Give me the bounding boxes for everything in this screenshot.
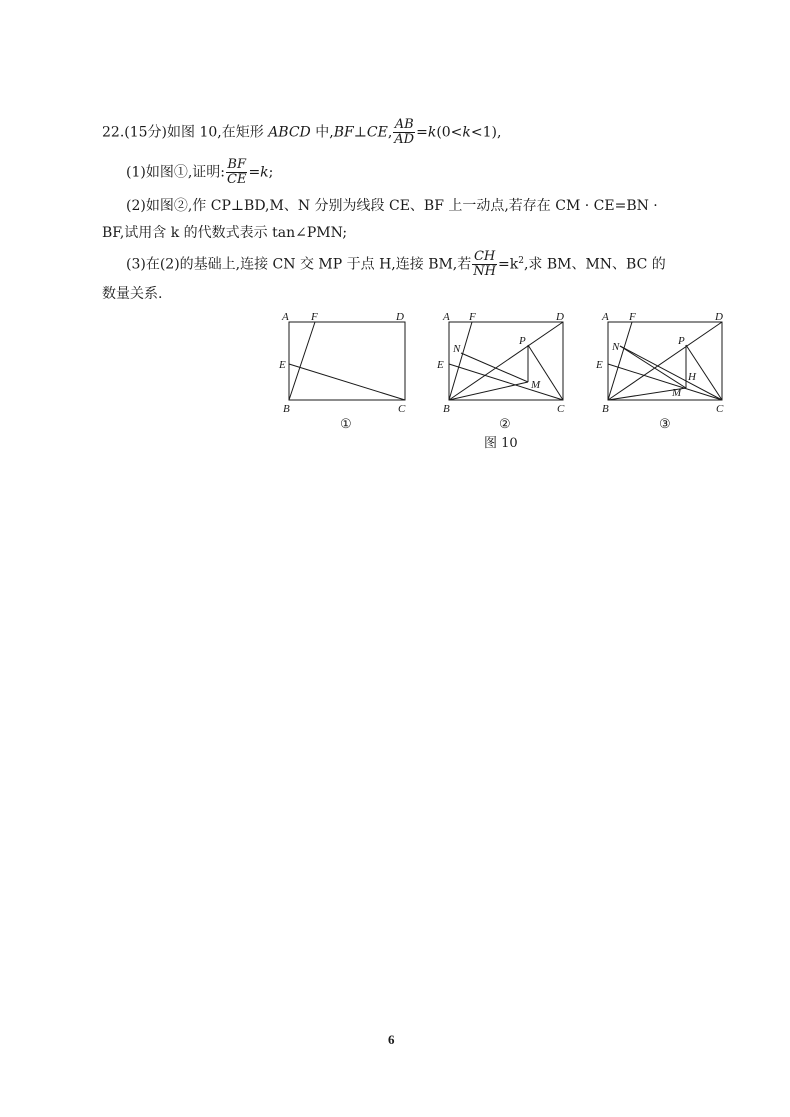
part-3-text: ,求 BM、MN、BC 的 [523,256,666,273]
label-e: E [596,359,603,371]
label-a: A [282,311,289,323]
part-1 [126,158,273,187]
label-d: D [715,311,723,323]
var-k: k [462,124,471,141]
rect-name: ABCD [268,124,311,141]
exponent: 2 [518,255,524,266]
label-a: A [443,311,450,323]
label-p: P [678,335,685,347]
part-1-text: ; [268,164,274,181]
ratio-bf-ce [226,158,247,187]
frac-numerator: BF [227,157,246,172]
sub-caption-1: ① [340,416,352,431]
figure-caption: 图 10 [484,436,518,451]
segment-bf: BF [333,124,354,141]
label-e: E [279,359,286,371]
ratio-ab-ad [393,118,415,147]
var-k: k [260,164,269,181]
intro-text: 如图 10,在矩形 [167,124,269,141]
label-m: M [531,379,541,391]
label-c: C [716,403,724,415]
label-b: B [602,403,609,415]
label-e: E [437,359,444,371]
part-2-line-1: (2)如图②,作 CP⊥BD,M、N 分别为线段 CE、BF 上一动点,若存在 CM · CE=BN · [126,198,658,214]
ratio-ch-nh [472,250,497,279]
label-h: H [688,371,696,383]
part-3-line-2: 数量关系. [102,286,163,302]
segment-ce: CE [366,124,388,141]
figure-10 [0,300,790,460]
figure-1-lines [289,322,405,400]
equals: = [416,124,428,141]
figure-2-lines [449,322,563,400]
label-a: A [602,311,609,323]
frac-numerator: AB [394,117,414,132]
sub-caption-2: ② [499,416,511,431]
label-f: F [311,311,318,323]
perp-symbol: ⊥ [353,124,367,141]
part-3-text: (3)在(2)的基础上,连接 CN 交 MP 于点 H,连接 BM,若 [126,256,472,273]
label-f: F [469,311,476,323]
part-2-line-2: BF,试用含 k 的代数式表示 tan∠PMN; [102,225,348,241]
frac-numerator: CH [473,249,496,264]
label-c: C [557,403,565,415]
label-m: M [672,387,682,399]
problem-number: 22. [102,124,125,141]
label-n: N [612,341,620,353]
sub-caption-3: ③ [659,416,671,431]
intro-text: <1), [470,124,502,141]
part-1-text: (1)如图①,证明: [126,164,225,181]
label-d: D [396,311,404,323]
problem-intro-line [102,118,501,147]
intro-text: 中, [310,124,334,141]
label-b: B [443,403,450,415]
problem-score: (15分) [124,124,168,141]
figure-3-lines [608,322,722,400]
label-p: P [519,335,526,347]
intro-text: (0< [436,124,463,141]
intro-text: , [387,124,393,141]
frac-denominator: AD [394,132,415,147]
frac-denominator: CE [227,172,247,187]
part-3-text: =k [497,256,519,273]
label-f: F [629,311,636,323]
part-3-line-1 [126,250,666,279]
label-d: D [556,311,564,323]
label-n: N [453,343,461,355]
var-k: k [427,124,437,141]
equals: = [248,164,261,181]
frac-denominator: NH [473,264,496,279]
page-number: 6 [388,1032,395,1047]
label-b: B [283,403,290,415]
label-c: C [398,403,406,415]
